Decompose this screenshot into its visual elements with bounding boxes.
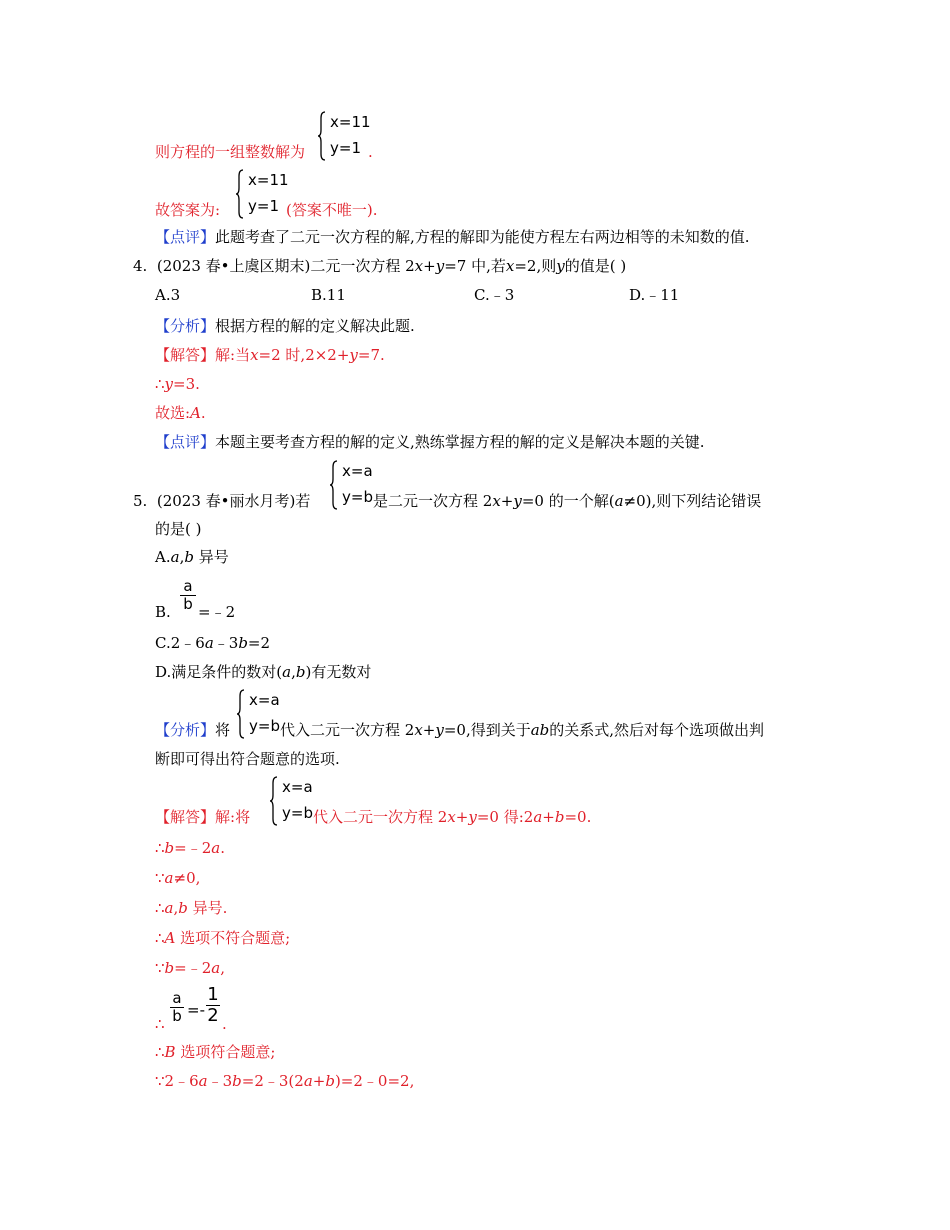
q4-option-c[interactable]: C.﹣3 <box>474 286 515 304</box>
step-text: ﹣3 <box>207 1072 233 1090</box>
q5-analysis-line2 <box>155 749 340 769</box>
option-label: A. <box>155 548 171 566</box>
fraction-a-over-b <box>180 578 196 613</box>
analysis-text: 的关系式,然后对每个选项做出判 <box>549 721 765 739</box>
var-a: a <box>170 548 180 566</box>
q5-step-3 <box>155 898 227 918</box>
var-a: a <box>198 1072 208 1090</box>
fraction-denominator: b <box>183 595 193 613</box>
fraction-a-over-b-step <box>170 990 184 1025</box>
q4-option-a[interactable]: A.3 <box>155 286 181 304</box>
plus: + <box>500 492 514 510</box>
option-text: =﹣2 <box>198 603 236 621</box>
var-b: b <box>554 808 565 826</box>
q4-solution-2 <box>155 374 200 394</box>
var-a: a <box>614 492 624 510</box>
q5-analysis-rest <box>280 720 764 740</box>
integer-solution-prefix: 则方程的一组整数解为 <box>155 143 306 161</box>
q5-option-b-tail <box>198 602 235 622</box>
q5-option-a[interactable] <box>155 547 229 567</box>
option-text: C.2﹣6 <box>155 634 205 652</box>
step-text: 选项符合题意; <box>175 1043 276 1061</box>
stem-text: 是二元一次方程 2 <box>373 492 493 510</box>
var-y: y <box>513 492 522 510</box>
step-text: ≠0, <box>173 869 201 887</box>
step-text: . <box>222 1015 227 1033</box>
option-label: B. <box>155 603 171 621</box>
option-text: =2 <box>247 634 271 652</box>
plus: + <box>542 808 555 826</box>
system-y-eq: y=1 <box>330 139 361 157</box>
integer-solution-dot: . <box>368 143 373 161</box>
therefore-symbol: ∴ <box>155 375 165 393</box>
var-x: x <box>414 257 424 275</box>
fraction-one-half <box>206 985 220 1026</box>
choice-label: 故选: <box>155 404 191 422</box>
option-text: )有无数对 <box>305 663 372 681</box>
var-y: y <box>435 721 444 739</box>
plus: + <box>312 1072 326 1090</box>
q5-step-2 <box>155 868 200 888</box>
q4-solution-1 <box>155 345 385 365</box>
var-a: a <box>303 1072 313 1090</box>
plus: + <box>423 257 436 275</box>
system-x-eq: x=a <box>282 778 313 796</box>
analysis-text: =0,得到关于 <box>443 721 531 739</box>
integer-solution-suffix <box>368 142 373 162</box>
stem-mid2: =2,则 <box>514 257 557 275</box>
q4-choice <box>155 403 206 423</box>
fraction-denominator: 2 <box>207 1005 219 1026</box>
q5-step-6-eq <box>187 1000 205 1020</box>
comma: , <box>291 663 296 681</box>
question-source: (2023 春•丽水月考)若 <box>156 492 311 510</box>
analysis-tag: 【分析】 <box>155 317 216 335</box>
q5-step-1 <box>155 838 225 858</box>
solution-text: =7. <box>357 346 385 364</box>
step-text: . <box>220 839 226 857</box>
step-text: )=2﹣0=2, <box>334 1072 415 1090</box>
because-symbol: ∵ <box>155 869 165 887</box>
var-y: y <box>556 257 565 275</box>
system-x-eq: x=11 <box>330 113 371 131</box>
question-number: 4. <box>133 257 148 275</box>
choice-value: A <box>190 404 201 422</box>
comment-text: 本题主要考查方程的解的定义,熟练掌握方程的解的定义是解决本题的关键. <box>215 433 705 451</box>
q5-stem-rest <box>373 491 761 511</box>
q4-comment <box>155 432 705 452</box>
var-x: x <box>492 492 501 510</box>
integer-solution-line <box>155 142 305 162</box>
q5-option-b[interactable] <box>155 602 171 622</box>
answer-prefix <box>155 200 220 220</box>
var-b: b <box>164 959 175 977</box>
q4-analysis <box>155 316 415 336</box>
plus: + <box>422 721 436 739</box>
system-y-eq: y=b <box>249 717 280 735</box>
var-x: x <box>505 257 515 275</box>
solution-text: =2 时,2×2+ <box>258 346 350 364</box>
comma: , <box>173 899 179 917</box>
solution-tag: 【解答】 <box>155 808 216 826</box>
var-b: b <box>178 899 188 917</box>
brace-icon <box>236 168 244 220</box>
system-y-eq: y=b <box>342 488 373 506</box>
var-y: y <box>349 346 358 364</box>
answer-note <box>286 200 377 220</box>
stem-mid: =7 中,若 <box>444 257 506 275</box>
therefore-symbol: ∴ <box>155 929 165 947</box>
var-ab: ab <box>530 721 550 739</box>
var-b: b <box>164 839 175 857</box>
fraction-numerator: a <box>183 577 193 595</box>
q3-comment <box>155 227 750 247</box>
answer-label: 故答案为: <box>155 201 221 219</box>
option-text: 异号 <box>193 548 229 566</box>
question-source: (2023 春•上虞区期末)二元一次方程 2 <box>156 257 415 275</box>
step-text: =﹣2 <box>174 839 212 857</box>
var-x: x <box>250 346 259 364</box>
therefore-symbol: ∴ <box>155 1043 165 1061</box>
q5-step-7 <box>155 1042 275 1062</box>
q5-step-8 <box>155 1071 414 1091</box>
answer-note-text: (答案不唯一). <box>286 201 378 219</box>
q4-stem <box>133 256 626 276</box>
solution-text: 代入二元一次方程 2 <box>313 808 448 826</box>
solution-text: =0 得:2 <box>476 808 534 826</box>
step-text: ∵2﹣6 <box>155 1072 199 1090</box>
question-number: 5. <box>133 492 148 510</box>
q5-solution-rest <box>313 807 591 827</box>
brace-icon <box>237 688 245 740</box>
option-text: D.满足条件的数对( <box>155 663 283 681</box>
analysis-text: 将 <box>215 721 231 739</box>
var-y: y <box>164 375 174 393</box>
analysis-text: 根据方程的解的定义解决此题. <box>215 317 415 335</box>
var-a: a <box>211 839 221 857</box>
option-letter: B <box>164 1043 176 1061</box>
solution-text: =0. <box>564 808 592 826</box>
q5-analysis-lead <box>155 720 230 740</box>
solution-tag: 【解答】 <box>155 346 216 364</box>
q4-option-d[interactable]: D.﹣11 <box>629 286 680 304</box>
fraction-numerator: a <box>172 989 182 1007</box>
solution-text: 解:当 <box>215 346 251 364</box>
choice-end: . <box>200 404 206 422</box>
var-x: x <box>447 808 456 826</box>
comma: , <box>179 548 185 566</box>
stem-text: =0 的一个解( <box>521 492 615 510</box>
brace-icon <box>318 110 326 162</box>
comment-tag: 【点评】 <box>155 433 216 451</box>
stem-text: ≠0),则下列结论错误 <box>623 492 762 510</box>
var-a: a <box>164 869 174 887</box>
var-a: a <box>533 808 543 826</box>
q5-step-6-therefore <box>155 1014 165 1034</box>
plus: + <box>455 808 469 826</box>
q5-step-4 <box>155 928 290 948</box>
q5-solution-lead <box>155 807 250 827</box>
therefore-symbol: ∴ <box>155 839 165 857</box>
q4-option-b[interactable]: B.11 <box>311 286 346 304</box>
stem-text: 的是( ) <box>155 520 202 538</box>
fraction-numerator: 1 <box>207 984 219 1005</box>
step-text: =﹣2 <box>174 959 212 977</box>
brace-icon <box>330 459 338 511</box>
var-b: b <box>325 1072 335 1090</box>
system-y-eq: y=b <box>282 804 313 822</box>
fraction-denominator: b <box>172 1007 182 1025</box>
q5-stem-lead <box>133 491 310 511</box>
therefore-symbol: ∴ <box>155 899 165 917</box>
step-text: 异号. <box>187 899 228 917</box>
q5-option-d[interactable] <box>155 662 371 682</box>
var-b: b <box>238 634 248 652</box>
var-a: a <box>164 899 174 917</box>
q5-stem-line2 <box>155 519 201 539</box>
solution-text: 解:将 <box>215 808 251 826</box>
analysis-tag: 【分析】 <box>155 721 216 739</box>
solution-text: =3. <box>173 375 200 393</box>
system-x-eq: x=a <box>249 691 280 709</box>
step-text: =2﹣3(2 <box>241 1072 304 1090</box>
system-x-eq: x=11 <box>248 171 289 189</box>
var-b: b <box>295 663 306 681</box>
step-text: 选项不符合题意; <box>175 929 291 947</box>
therefore-symbol: ∴ <box>155 1015 165 1033</box>
analysis-text: 代入二元一次方程 2 <box>280 721 415 739</box>
var-y: y <box>435 257 445 275</box>
var-x: x <box>414 721 423 739</box>
q5-option-c[interactable] <box>155 633 270 653</box>
var-a: a <box>282 663 292 681</box>
system-y-eq: y=1 <box>248 197 279 215</box>
q5-step-5 <box>155 958 225 978</box>
option-letter: A <box>164 929 176 947</box>
equals-minus: =- <box>187 1001 205 1019</box>
option-text: ﹣3 <box>213 634 239 652</box>
var-b: b <box>232 1072 242 1090</box>
comment-tag: 【点评】 <box>155 228 216 246</box>
because-symbol: ∵ <box>155 959 165 977</box>
var-a: a <box>204 634 214 652</box>
var-y: y <box>468 808 477 826</box>
system-x-eq: x=a <box>342 462 373 480</box>
step-text: , <box>220 959 226 977</box>
analysis-text: 断即可得出符合题意的选项. <box>155 750 340 768</box>
brace-icon <box>270 775 278 827</box>
var-b: b <box>184 548 194 566</box>
q5-step-6-end <box>222 1014 227 1034</box>
stem-end: 的值是( ) <box>564 257 627 275</box>
comment-text: 此题考查了二元一次方程的解,方程的解即为能使方程左右两边相等的未知数的值. <box>215 228 750 246</box>
var-a: a <box>211 959 221 977</box>
